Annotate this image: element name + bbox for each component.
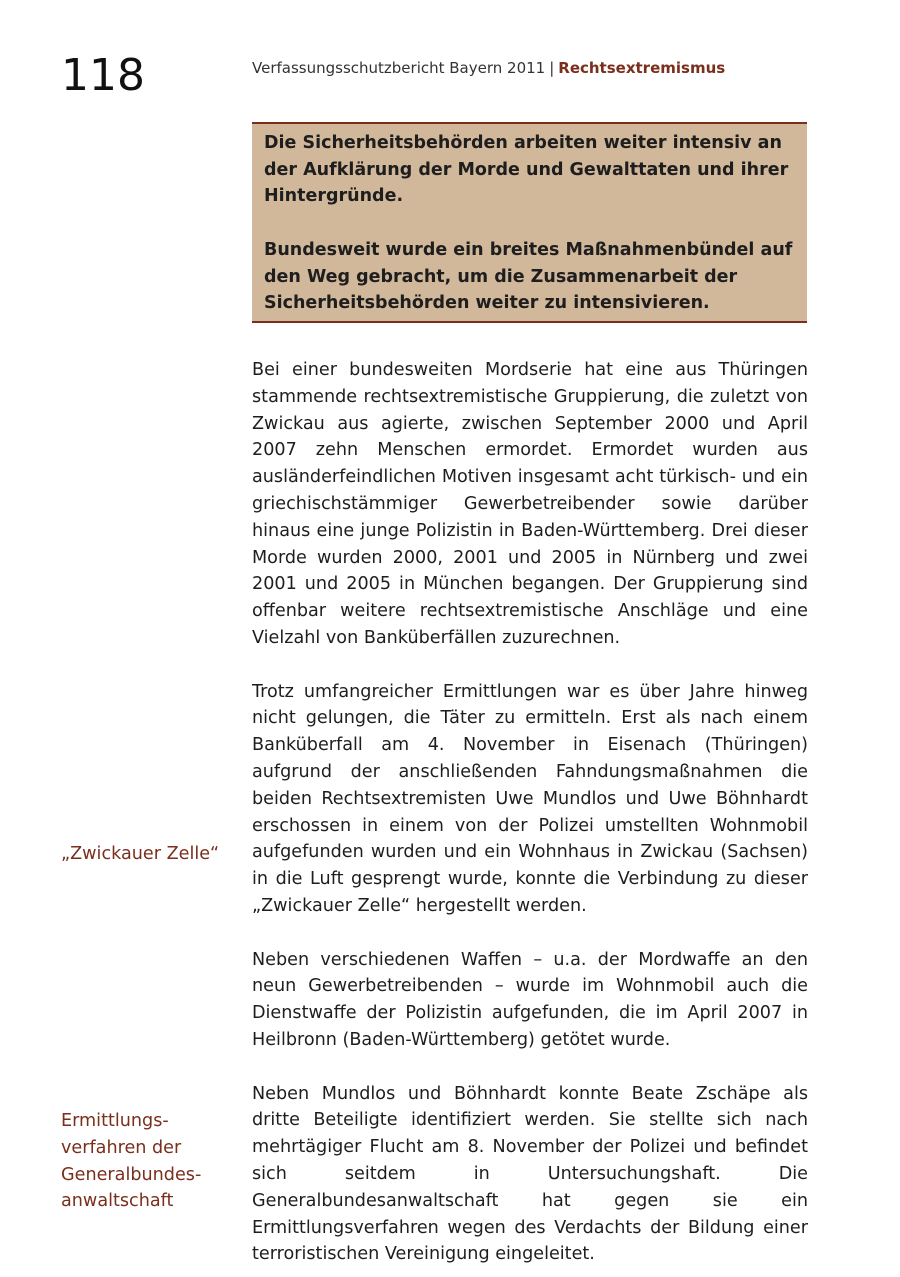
body-text: [252, 357, 808, 1268]
highlight-box: [252, 122, 807, 323]
margin-note-ermittlungsverfahren: [61, 1108, 236, 1215]
highlight-paragraph: Bundesweit wurde ein breites Maßnahmenbündel auf den Weg gebracht, um die Zusammenarbeit der Sicherheitsbehörden weiter zu intensivieren.: [264, 239, 793, 314]
section-title: Rechtsextremismus: [558, 59, 726, 77]
body-paragraph: Neben Mundlos und Böhnhardt konnte Beate Zschäpe als dritte Beteiligte identifiziert werden. Sie stellte sich nach mehrtägiger Flucht am 8. November der Polizei und befindet sich seitdem in Untersuchungshaft. Die Generalbundesanwaltschaft hat gegen sie ein Ermittlungsverfahren wegen des Verdachts der Bildung einer terroristischen Vereinigung eingeleitet.: [252, 1083, 808, 1265]
margin-note-line: verfahren der: [61, 1137, 182, 1158]
header-separator: |: [549, 59, 555, 77]
body-paragraph: Neben verschiedenen Waffen – u.a. der Mordwaffe an den neun Gewerbetreibenden – wurde im Wohnmobil auch die Dienstwaffe der Polizistin aufgefunden, die im April 2007 in Heilbronn (Baden-Württemberg) getötet wurde.: [252, 949, 808, 1050]
page-number: 118: [61, 50, 145, 101]
highlight-paragraph: Die Sicherheitsbehörden arbeiten weiter intensiv an der Aufklärung der Morde und Gewalttaten und ihrer Hintergründe.: [264, 133, 789, 207]
margin-note-zwickauer-zelle: „Zwickauer Zelle“: [61, 844, 220, 864]
publication-title: Verfassungsschutzbericht Bayern 2011: [252, 59, 546, 77]
margin-note-line: Ermittlungs-: [61, 1111, 169, 1131]
body-paragraph: Bei einer bundesweiten Mordserie hat eine aus Thüringen stammende rechtsextremistische Gruppierung, die zuletzt von Zwickau aus agierte, zwischen September 2000 und April 2007 zehn Menschen ermordet. Ermordet wurden aus ausländerfeindlichen Motiven insgesamt acht türkisch- und ein griechischstämmiger Gewerbetreibender sowie darüber hinaus eine junge Polizistin in Baden-Württemberg. Drei dieser Morde wurden 2000, 2001 und 2005 in Nürnberg und zwei 2001 und 2005 in München begangen. Der Gruppierung sind offenbar weitere rechtsextremistische Anschläge und eine Vielzahl von Banküberfällen zuzurechnen.: [252, 360, 808, 648]
running-head: [252, 58, 725, 78]
margin-note-line: anwaltschaft: [61, 1191, 174, 1212]
margin-note-line: Generalbundes-: [61, 1164, 202, 1185]
body-paragraph: Trotz umfangreicher Ermittlungen war es über Jahre hinweg nicht gelungen, die Täter zu ermitteln. Erst als nach einem Banküberfall am 4. November in Eisenach (Thüringen) aufgrund der anschließenden Fahndungsmaßnahmen die beiden Rechtsextremisten Uwe Mundlos und Uwe Böhnhardt erschossen in einem von der Polizei umstellten Wohnmobil aufgefunden wurden und ein Wohnhaus in Zwickau (Sachsen) in die Luft gesprengt wurde, konnte die Verbindung zu dieser „Zwickauer Zelle“ hergestellt werden.: [252, 681, 808, 916]
